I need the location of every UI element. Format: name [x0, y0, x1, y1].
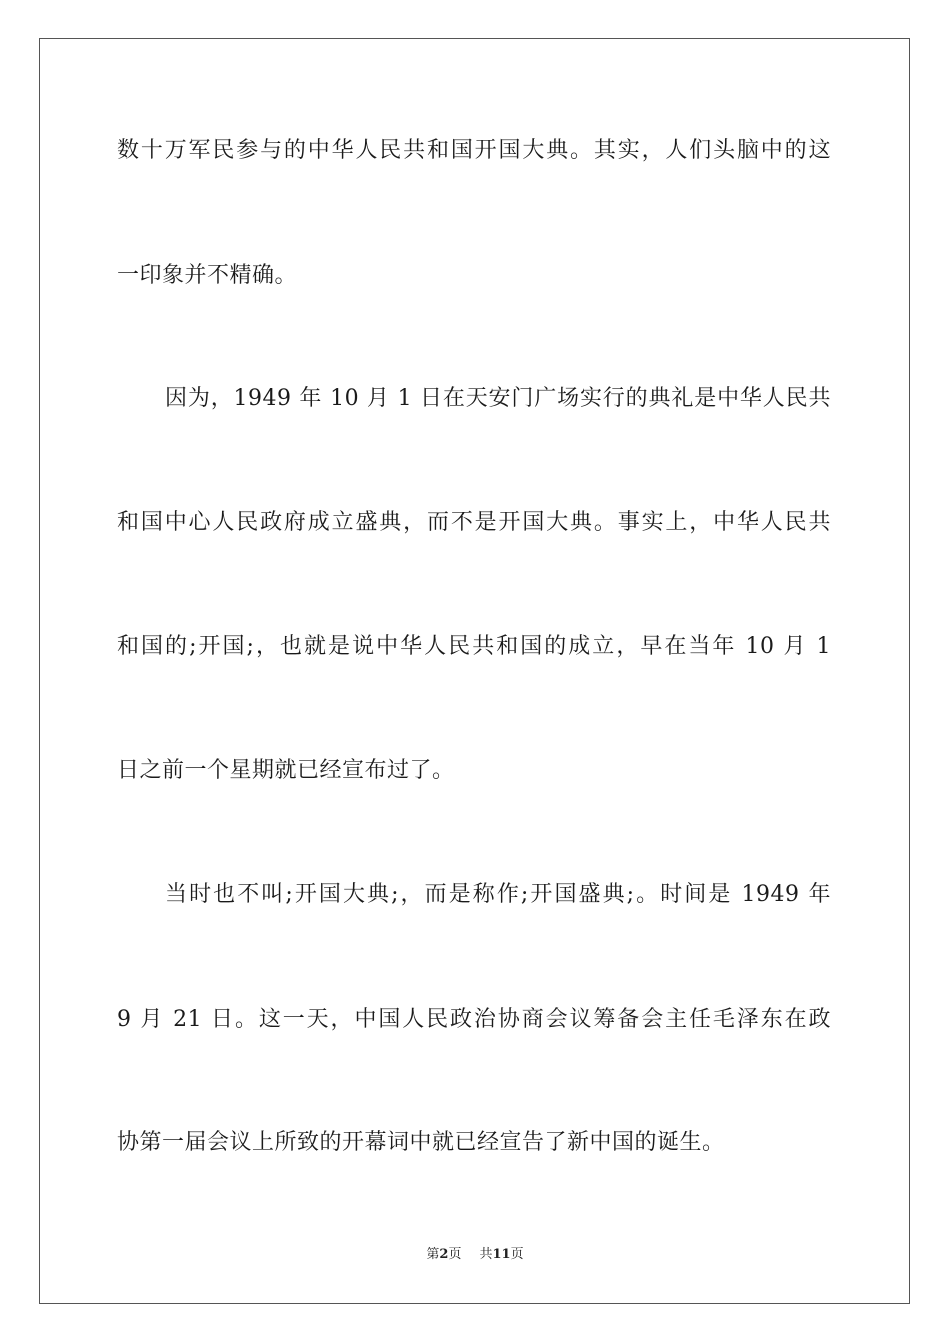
page-indicator	[426, 1246, 461, 1264]
text-line: 9 月 21 日。这一天，中国人民政治协商会议筹备会主任毛泽东在政	[117, 1007, 831, 1032]
text-line: 日之前一个星期就已经宣布过了。	[117, 758, 455, 783]
text-line: 协第一届会议上所致的开幕词中就已经宣告了新中国的诞生。	[117, 1130, 725, 1155]
total-number: 11	[492, 1247, 511, 1262]
page-frame	[39, 38, 910, 1304]
total-pages-indicator	[479, 1246, 523, 1264]
total-prefix: 共	[479, 1247, 493, 1262]
total-suffix: 页	[510, 1247, 524, 1262]
text-line: 和国中心人民政府成立盛典，而不是开国大典。事实上，中华人民共	[117, 510, 831, 535]
text-line: 数十万军民参与的中华人民共和国开国大典。其实，人们头脑中的这	[117, 138, 831, 163]
page-footer	[0, 1246, 950, 1264]
text-line: 当时也不叫;开国大典;，而是称作;开国盛典;。时间是 1949 年	[165, 882, 831, 907]
text-line: 和国的;开国;，也就是说中华人民共和国的成立，早在当年 10 月 1	[117, 634, 832, 659]
page-prefix: 第	[426, 1247, 440, 1262]
page-number: 2	[439, 1247, 449, 1262]
page-suffix: 页	[448, 1247, 462, 1262]
text-line: 因为，1949 年 10 月 1 日在天安门广场实行的典礼是中华人民共	[165, 386, 831, 411]
text-line: 一印象并不精确。	[117, 263, 298, 288]
